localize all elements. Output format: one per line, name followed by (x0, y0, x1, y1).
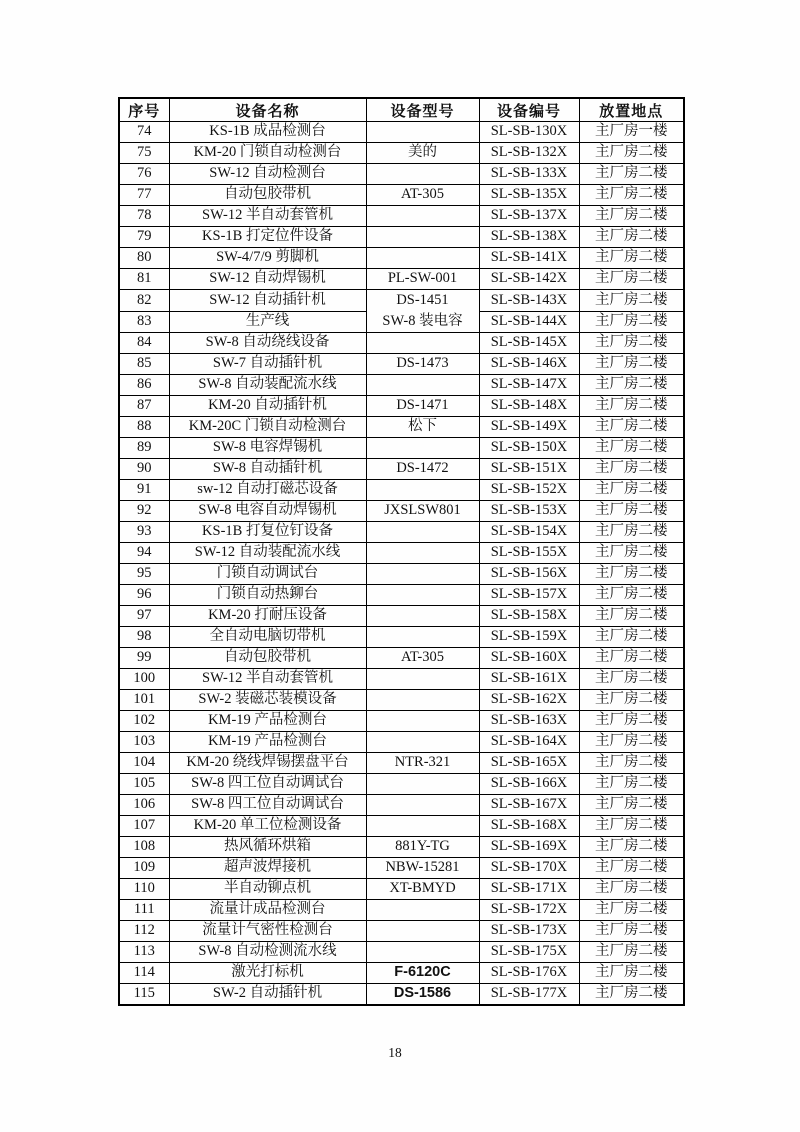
cell-location: 主厂房二楼 (579, 248, 684, 269)
cell-code: SL-SB-155X (479, 543, 579, 564)
cell-name: SW-12 自动插针机 (169, 290, 366, 312)
cell-model (366, 164, 479, 185)
cell-serial: 110 (119, 879, 169, 900)
cell-code: SL-SB-141X (479, 248, 579, 269)
cell-model (366, 522, 479, 543)
cell-serial: 113 (119, 942, 169, 963)
cell-serial: 99 (119, 648, 169, 669)
cell-code: SL-SB-149X (479, 417, 579, 438)
cell-serial: 92 (119, 501, 169, 522)
cell-location: 主厂房二楼 (579, 606, 684, 627)
cell-serial: 95 (119, 564, 169, 585)
cell-serial: 76 (119, 164, 169, 185)
table-row (119, 290, 684, 312)
cell-name: SW-8 电容自动焊锡机 (169, 501, 366, 522)
cell-model (366, 375, 479, 396)
cell-code: SL-SB-158X (479, 606, 579, 627)
table-row (119, 669, 684, 690)
cell-name: SW-8 自动绕线设备 (169, 333, 366, 354)
cell-location: 主厂房二楼 (579, 732, 684, 753)
cell-code: SL-SB-167X (479, 795, 579, 816)
cell-serial: 94 (119, 543, 169, 564)
cell-serial: 108 (119, 837, 169, 858)
cell-code: SL-SB-143X (479, 290, 579, 312)
cell-model (366, 774, 479, 795)
table-row (119, 375, 684, 396)
table-row (119, 122, 684, 143)
column-header: 放置地点 (579, 98, 684, 122)
cell-code: SL-SB-160X (479, 648, 579, 669)
cell-serial: 96 (119, 585, 169, 606)
table-row (119, 501, 684, 522)
table-row (119, 984, 684, 1006)
cell-code: SL-SB-138X (479, 227, 579, 248)
cell-code: SL-SB-144X (479, 311, 579, 333)
cell-location: 主厂房二楼 (579, 227, 684, 248)
cell-code: SL-SB-175X (479, 942, 579, 963)
cell-code: SL-SB-162X (479, 690, 579, 711)
cell-model (366, 795, 479, 816)
cell-code: SL-SB-170X (479, 858, 579, 879)
cell-location: 主厂房二楼 (579, 269, 684, 290)
table-row (119, 606, 684, 627)
cell-name: sw-12 自动打磁芯设备 (169, 480, 366, 501)
cell-name: 热风循环烘箱 (169, 837, 366, 858)
cell-name: 流量计成品检测台 (169, 900, 366, 921)
table-row (119, 185, 684, 206)
cell-serial: 102 (119, 711, 169, 732)
cell-model (366, 333, 479, 354)
cell-model: 881Y-TG (366, 837, 479, 858)
cell-name: SW-12 半自动套管机 (169, 206, 366, 227)
model-line: DS-1451 (396, 292, 449, 308)
column-header: 设备名称 (169, 98, 366, 122)
cell-location: 主厂房二楼 (579, 711, 684, 732)
cell-location: 主厂房二楼 (579, 942, 684, 963)
cell-name: SW-2 自动插针机 (169, 984, 366, 1006)
cell-model (366, 248, 479, 269)
table-row (119, 459, 684, 480)
cell-name: KM-20 自动插针机 (169, 396, 366, 417)
cell-name: KM-20 打耐压设备 (169, 606, 366, 627)
cell-location: 主厂房二楼 (579, 774, 684, 795)
cell-serial: 109 (119, 858, 169, 879)
cell-name: KM-20 绕线焊锡摆盘平台 (169, 753, 366, 774)
cell-location: 主厂房二楼 (579, 206, 684, 227)
cell-code: SL-SB-142X (479, 269, 579, 290)
cell-name: 激光打标机 (169, 963, 366, 984)
cell-serial: 106 (119, 795, 169, 816)
cell-serial: 87 (119, 396, 169, 417)
cell-location: 主厂房二楼 (579, 480, 684, 501)
cell-serial: 79 (119, 227, 169, 248)
cell-location: 主厂房二楼 (579, 858, 684, 879)
cell-model: AT-305 (366, 185, 479, 206)
cell-location: 主厂房二楼 (579, 543, 684, 564)
cell-name: SW-8 自动检测流水线 (169, 942, 366, 963)
cell-model: NBW-15281 (366, 858, 479, 879)
cell-model (366, 732, 479, 753)
cell-name: KM-20 门锁自动检测台 (169, 143, 366, 164)
table-row (119, 143, 684, 164)
cell-name: SW-12 自动检测台 (169, 164, 366, 185)
cell-location: 主厂房二楼 (579, 900, 684, 921)
cell-model (366, 206, 479, 227)
cell-location: 主厂房二楼 (579, 753, 684, 774)
cell-name: SW-8 四工位自动调试台 (169, 774, 366, 795)
cell-location: 主厂房二楼 (579, 921, 684, 942)
cell-name: KM-19 产品检测台 (169, 711, 366, 732)
cell-location: 主厂房二楼 (579, 669, 684, 690)
cell-serial: 84 (119, 333, 169, 354)
cell-serial: 91 (119, 480, 169, 501)
cell-serial: 74 (119, 122, 169, 143)
table-row (119, 522, 684, 543)
table-row (119, 227, 684, 248)
cell-model (366, 227, 479, 248)
table-row (119, 269, 684, 290)
cell-model (366, 543, 479, 564)
cell-name: SW-8 自动装配流水线 (169, 375, 366, 396)
cell-location: 主厂房二楼 (579, 354, 684, 375)
cell-location: 主厂房二楼 (579, 963, 684, 984)
table-row (119, 921, 684, 942)
cell-name: SW-12 自动装配流水线 (169, 543, 366, 564)
cell-serial: 98 (119, 627, 169, 648)
cell-serial: 80 (119, 248, 169, 269)
cell-model (366, 564, 479, 585)
cell-serial: 103 (119, 732, 169, 753)
cell-code: SL-SB-150X (479, 438, 579, 459)
cell-code: SL-SB-156X (479, 564, 579, 585)
cell-serial: 86 (119, 375, 169, 396)
column-header: 设备型号 (366, 98, 479, 122)
cell-model: DS-1472 (366, 459, 479, 480)
cell-code: SL-SB-168X (479, 816, 579, 837)
cell-code: SL-SB-130X (479, 122, 579, 143)
cell-code: SL-SB-157X (479, 585, 579, 606)
table-row (119, 417, 684, 438)
cell-code: SL-SB-172X (479, 900, 579, 921)
cell-location: 主厂房二楼 (579, 816, 684, 837)
cell-code: SL-SB-166X (479, 774, 579, 795)
table-row (119, 732, 684, 753)
cell-name: SW-8 电容焊锡机 (169, 438, 366, 459)
cell-code: SL-SB-173X (479, 921, 579, 942)
cell-model (366, 122, 479, 143)
cell-code: SL-SB-146X (479, 354, 579, 375)
cell-code: SL-SB-165X (479, 753, 579, 774)
cell-serial: 89 (119, 438, 169, 459)
cell-location: 主厂房二楼 (579, 627, 684, 648)
table-row (119, 354, 684, 375)
cell-name: SW-7 自动插针机 (169, 354, 366, 375)
cell-model (366, 480, 479, 501)
cell-serial: 97 (119, 606, 169, 627)
cell-location: 主厂房二楼 (579, 585, 684, 606)
cell-location: 主厂房二楼 (579, 375, 684, 396)
cell-model: JXSLSW801 (366, 501, 479, 522)
table-row (119, 900, 684, 921)
cell-code: SL-SB-177X (479, 984, 579, 1006)
cell-name: KM-20C 门锁自动检测台 (169, 417, 366, 438)
table-row (119, 648, 684, 669)
cell-serial: 81 (119, 269, 169, 290)
cell-serial: 90 (119, 459, 169, 480)
table-row (119, 879, 684, 900)
cell-name: KM-20 单工位检测设备 (169, 816, 366, 837)
cell-serial: 77 (119, 185, 169, 206)
cell-code: SL-SB-132X (479, 143, 579, 164)
cell-location: 主厂房二楼 (579, 396, 684, 417)
table-body (119, 122, 684, 1006)
table-row (119, 333, 684, 354)
cell-code: SL-SB-135X (479, 185, 579, 206)
cell-model (366, 438, 479, 459)
cell-serial: 88 (119, 417, 169, 438)
cell-model (366, 669, 479, 690)
cell-model (366, 711, 479, 732)
table-row (119, 585, 684, 606)
cell-name: SW-8 四工位自动调试台 (169, 795, 366, 816)
table-row (119, 690, 684, 711)
cell-serial: 100 (119, 669, 169, 690)
cell-serial: 105 (119, 774, 169, 795)
cell-model: XT-BMYD (366, 879, 479, 900)
cell-model: 松下 (366, 417, 479, 438)
table-row (119, 438, 684, 459)
cell-code: SL-SB-145X (479, 333, 579, 354)
cell-name: 流量计气密性检测台 (169, 921, 366, 942)
cell-model: PL-SW-001 (366, 269, 479, 290)
cell-name: 自动包胶带机 (169, 648, 366, 669)
cell-serial: 83 (119, 311, 169, 333)
cell-serial: 93 (119, 522, 169, 543)
cell-location: 主厂房二楼 (579, 185, 684, 206)
cell-model (366, 900, 479, 921)
cell-location: 主厂房二楼 (579, 522, 684, 543)
cell-code: SL-SB-148X (479, 396, 579, 417)
table-row (119, 795, 684, 816)
cell-serial: 85 (119, 354, 169, 375)
cell-model: DS-1473 (366, 354, 479, 375)
table-row (119, 753, 684, 774)
cell-location: 主厂房二楼 (579, 879, 684, 900)
cell-serial: 107 (119, 816, 169, 837)
cell-name: SW-12 半自动套管机 (169, 669, 366, 690)
cell-code: SL-SB-164X (479, 732, 579, 753)
table-row (119, 480, 684, 501)
cell-location: 主厂房二楼 (579, 164, 684, 185)
cell-name: SW-4/7/9 剪脚机 (169, 248, 366, 269)
table-row (119, 206, 684, 227)
cell-model (366, 690, 479, 711)
cell-code: SL-SB-154X (479, 522, 579, 543)
cell-model: F-6120C (366, 963, 479, 984)
cell-serial: 78 (119, 206, 169, 227)
cell-name: KS-1B 打定位件设备 (169, 227, 366, 248)
cell-code: SL-SB-176X (479, 963, 579, 984)
cell-model (366, 921, 479, 942)
cell-name: 超声波焊接机 (169, 858, 366, 879)
cell-name: 门锁自动调试台 (169, 564, 366, 585)
cell-code: SL-SB-163X (479, 711, 579, 732)
table-row (119, 164, 684, 185)
cell-name: SW-12 自动焊锡机 (169, 269, 366, 290)
cell-serial: 104 (119, 753, 169, 774)
cell-code: SL-SB-153X (479, 501, 579, 522)
cell-location: 主厂房二楼 (579, 648, 684, 669)
cell-location: 主厂房二楼 (579, 564, 684, 585)
column-header: 序号 (119, 98, 169, 122)
cell-code: SL-SB-152X (479, 480, 579, 501)
cell-name: 半自动铆点机 (169, 879, 366, 900)
table-row (119, 627, 684, 648)
cell-code: SL-SB-159X (479, 627, 579, 648)
cell-name: KS-1B 打复位钉设备 (169, 522, 366, 543)
cell-name: KM-19 产品检测台 (169, 732, 366, 753)
cell-location: 主厂房二楼 (579, 143, 684, 164)
cell-model-merged (366, 290, 479, 333)
cell-model (366, 816, 479, 837)
cell-name: KS-1B 成品检测台 (169, 122, 366, 143)
cell-location: 主厂房二楼 (579, 417, 684, 438)
table-row (119, 942, 684, 963)
cell-serial: 82 (119, 290, 169, 312)
table-row (119, 248, 684, 269)
cell-location: 主厂房二楼 (579, 795, 684, 816)
cell-location: 主厂房二楼 (579, 459, 684, 480)
cell-model: DS-1471 (366, 396, 479, 417)
table-row (119, 963, 684, 984)
cell-location: 主厂房二楼 (579, 438, 684, 459)
cell-serial: 112 (119, 921, 169, 942)
model-line: SW-8 装电容 (382, 313, 463, 329)
table-header-row (119, 98, 684, 122)
cell-serial: 75 (119, 143, 169, 164)
cell-location: 主厂房二楼 (579, 984, 684, 1006)
cell-code: SL-SB-161X (479, 669, 579, 690)
cell-location: 主厂房二楼 (579, 333, 684, 354)
cell-model: NTR-321 (366, 753, 479, 774)
table-row (119, 711, 684, 732)
cell-name: 全自动电脑切带机 (169, 627, 366, 648)
cell-name: SW-2 装磁芯装模设备 (169, 690, 366, 711)
cell-model: DS-1586 (366, 984, 479, 1006)
cell-name: 门锁自动热鉚台 (169, 585, 366, 606)
table-row (119, 816, 684, 837)
table-row (119, 774, 684, 795)
cell-serial: 114 (119, 963, 169, 984)
cell-model (366, 585, 479, 606)
cell-location: 主厂房一楼 (579, 122, 684, 143)
cell-location: 主厂房二楼 (579, 501, 684, 522)
table-row (119, 858, 684, 879)
cell-serial: 115 (119, 984, 169, 1006)
cell-code: SL-SB-147X (479, 375, 579, 396)
cell-code: SL-SB-137X (479, 206, 579, 227)
table-row (119, 396, 684, 417)
cell-code: SL-SB-169X (479, 837, 579, 858)
cell-name: 自动包胶带机 (169, 185, 366, 206)
cell-code: SL-SB-133X (479, 164, 579, 185)
cell-model (366, 942, 479, 963)
cell-model: AT-305 (366, 648, 479, 669)
column-header: 设备编号 (479, 98, 579, 122)
table-row (119, 837, 684, 858)
cell-code: SL-SB-151X (479, 459, 579, 480)
cell-model: 美的 (366, 143, 479, 164)
cell-model (366, 606, 479, 627)
cell-name: SW-8 自动插针机 (169, 459, 366, 480)
cell-name: 生产线 (169, 311, 366, 333)
cell-serial: 101 (119, 690, 169, 711)
cell-location: 主厂房二楼 (579, 290, 684, 312)
cell-model (366, 627, 479, 648)
cell-location: 主厂房二楼 (579, 311, 684, 333)
equipment-table (118, 97, 685, 1006)
table-row (119, 564, 684, 585)
cell-location: 主厂房二楼 (579, 690, 684, 711)
cell-code: SL-SB-171X (479, 879, 579, 900)
page-number: 18 (388, 1045, 402, 1060)
cell-location: 主厂房二楼 (579, 837, 684, 858)
cell-serial: 111 (119, 900, 169, 921)
table-row (119, 543, 684, 564)
